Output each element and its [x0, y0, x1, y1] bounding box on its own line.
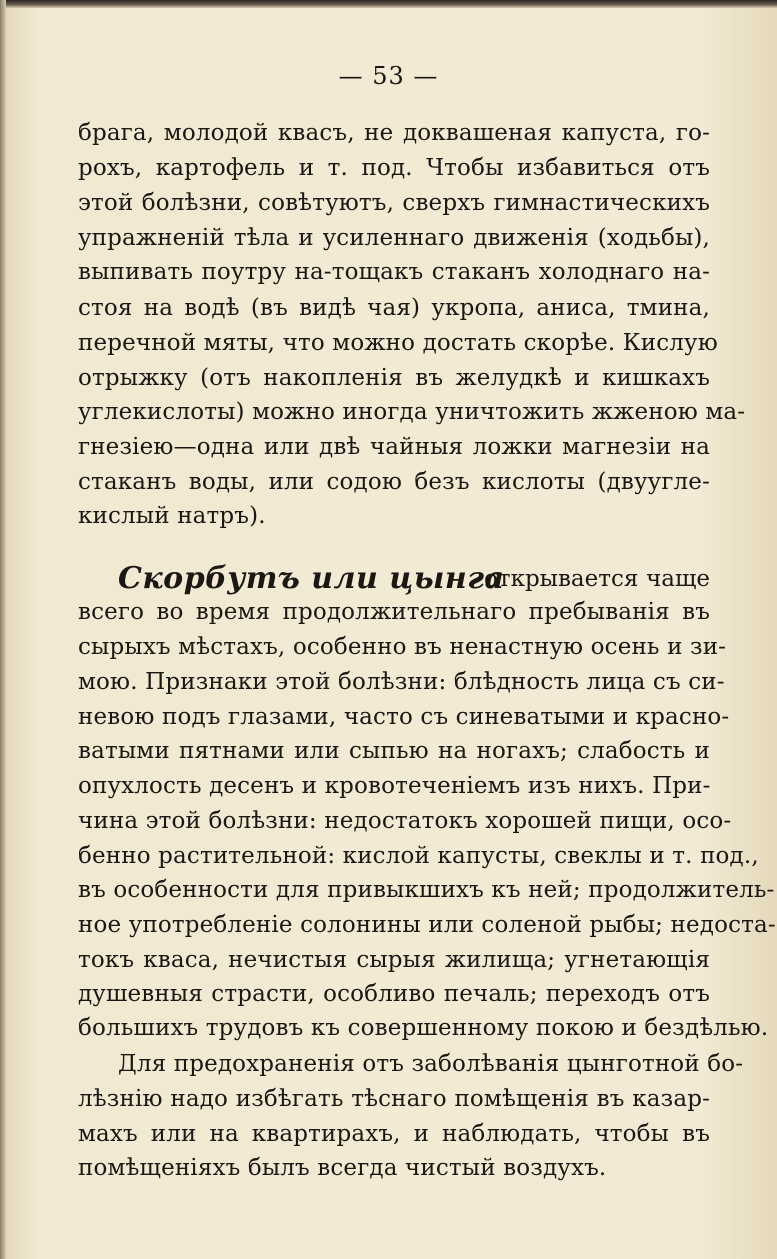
paragraph-line: лѣзнію надо избѣгать тѣснаго помѣщенія въ казар-	[78, 1086, 710, 1112]
paragraph-line: ватыми пятнами или сыпью на ногахъ; слабость и	[78, 738, 710, 764]
paragraph-line: большихъ трудовъ къ совершенному покою и бездѣлью.	[78, 1015, 769, 1041]
paragraph-line: мою. Признаки этой болѣзни: блѣдность лица съ си-	[78, 669, 725, 695]
paragraph-line: стаканъ воды, или содою безъ кислоты (двууглe-	[78, 469, 710, 495]
paragraph-line: отрыжку (отъ накопленія въ желудкѣ и кишкахъ	[78, 365, 710, 391]
paragraph-line: кислый натръ).	[78, 503, 266, 529]
paragraph-line: упражненій тѣла и усиленнаго движенія (ходьбы),	[78, 225, 710, 251]
page-binding-edge	[0, 0, 6, 1259]
paragraph-line: махъ или на квартирахъ, и наблюдать, чтобы въ	[78, 1121, 710, 1147]
paragraph-line: душевныя страсти, особливо печаль; переходъ отъ	[78, 981, 710, 1007]
paragraph-line: открывается чаще	[484, 566, 710, 592]
paragraph-line: токъ кваса, нечистыя сырыя жилища; угнетающія	[78, 947, 710, 973]
paragraph-line: брага, молодой квасъ, не доквашеная капуста, го-	[78, 120, 710, 146]
page-top-edge	[0, 0, 777, 8]
paragraph-line: углекислоты) можно иногда уничтожить жженою ма-	[78, 399, 746, 425]
page-number: — 53 —	[338, 62, 439, 90]
paragraph-line: бенно растительной: кислой капусты, свеклы и т. под.,	[78, 843, 759, 869]
paragraph-line: гнезіею—одна или двѣ чайныя ложки магнезіи на	[78, 434, 710, 460]
paragraph-line: всего во время продолжительнаго пребыванія въ	[78, 599, 710, 625]
paragraph-line: опухлость десенъ и кровотеченіемъ изъ нихъ. При-	[78, 773, 711, 799]
paragraph-line: стоя на водѣ (въ видѣ чая) укропа, аниса, тмина,	[78, 295, 710, 321]
paragraph-line: сырыхъ мѣстахъ, особенно въ ненастную осень и зи-	[78, 634, 727, 660]
paragraph-line: выпивать поутру на-тощакъ стаканъ холоднаго на-	[78, 259, 710, 285]
paragraph-line: ное употребленіе солонины или соленой рыбы; недоста-	[78, 912, 776, 938]
paragraph-line: помѣщеніяхъ былъ всегда чистый воздухъ.	[78, 1155, 607, 1181]
paragraph-line: этой болѣзни, совѣтуютъ, сверхъ гимнастическихъ	[78, 190, 710, 216]
paragraph-line: въ особенности для привыкшихъ къ ней; продолжитель-	[78, 877, 775, 903]
paragraph-line: Для предохраненія отъ заболѣванія цынготной бо-	[118, 1051, 744, 1077]
paragraph-line: чина этой болѣзни: недостатокъ хорошей пищи, осо-	[78, 808, 732, 834]
paragraph-line: перечной мяты, что можно достать скорѣе. Кислую	[78, 330, 718, 356]
section-heading: Скорбутъ или цынга	[118, 561, 505, 596]
paragraph-line: невою подъ глазами, часто съ синеватыми и красно-	[78, 704, 730, 730]
paragraph-line: рохъ, картофель и т. под. Чтобы избавиться отъ	[78, 155, 710, 181]
